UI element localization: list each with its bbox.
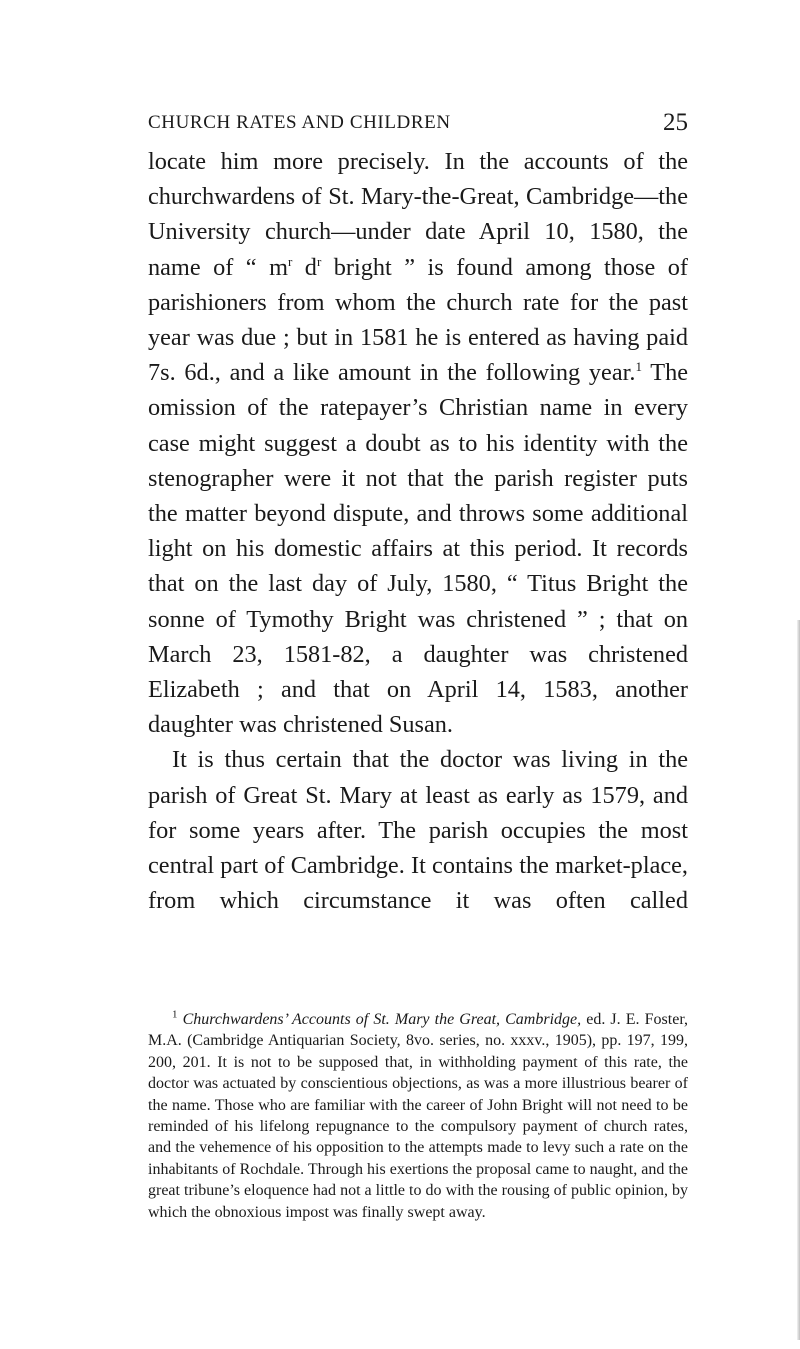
paragraph-1-part-b: d: [292, 253, 317, 281]
paragraph-1: [148, 144, 688, 742]
footnote: [148, 1009, 688, 1223]
superscript-r-2: r: [316, 253, 322, 269]
running-title: CHURCH RATES AND CHILDREN: [148, 112, 451, 133]
page-number: 25: [663, 109, 688, 136]
superscript-r-1: r: [287, 253, 293, 269]
running-head: [148, 109, 688, 136]
paragraph-2: It is thus certain that the doctor was living in the parish of Great St. Mary at least as early as 1579, and for some years after. The parish occupies the most central part of Cambridge. It contains the market-place, from which circumstance it was often called: [148, 746, 688, 915]
paragraph-1-part-a: locate him more precisely. In the accounts of the churchwardens of St. Mary-the-Great, Cambridge—the University church—under date April 10, 1580, the name of “ m: [148, 148, 688, 281]
footnote-source-title: Churchwardens’ Accounts of St. Mary the Great, Cambridge,: [182, 1011, 582, 1028]
body-text: [148, 144, 688, 918]
footnote-marker: 1: [172, 1008, 178, 1021]
footnote-reference: 1: [635, 359, 642, 375]
paragraph-1-part-d: The omission of the ratepayer’s Christian name in every case might suggest a doubt as to his identity with the stenographer were it not that the parish register puts the matter beyond dispute, and throws some additional light on his domestic affairs at this period. It records that on the last day of July, 1580, “ Titus Bright the sonne of Tymothy Bright was christened ” ; that on March 23, 1581-82, a daughter was christened Elizabeth ; and that on April 14, 1583, another daughter was christened Susan.: [148, 359, 688, 739]
footnote-text: [148, 1009, 688, 1223]
footnote-body: ed. J. E. Foster, M.A. (Cambridge Antiquarian Society, 8vo. series, no. xxxv., 1905), pp. 197, 199, 200, 201. It is not to be supposed that, in withholding payment of this rate, the doctor was actuated by conscientious objections, as was a more illustrious bearer of the name. Those who are familiar with the career of John Bright will not need to be reminded of his lifelong repugnance to the compulsory payment of church rates, and the vehemence of his opposition to the attempts made to levy such a rate on the inhabitants of Rochdale. Through his exertions the proposal came to naught, and the great tribune’s eloquence had not a little to do with the rousing of public opinion, by which the obnoxious impost was finally swept away.: [148, 1011, 689, 1221]
paragraph-1-part-c: bright ” is found among those of parishioners from whom the church rate for the past year was due ; but in 1581 he is entered as having paid 7s. 6d., and a like amount in the following year.: [148, 253, 688, 387]
